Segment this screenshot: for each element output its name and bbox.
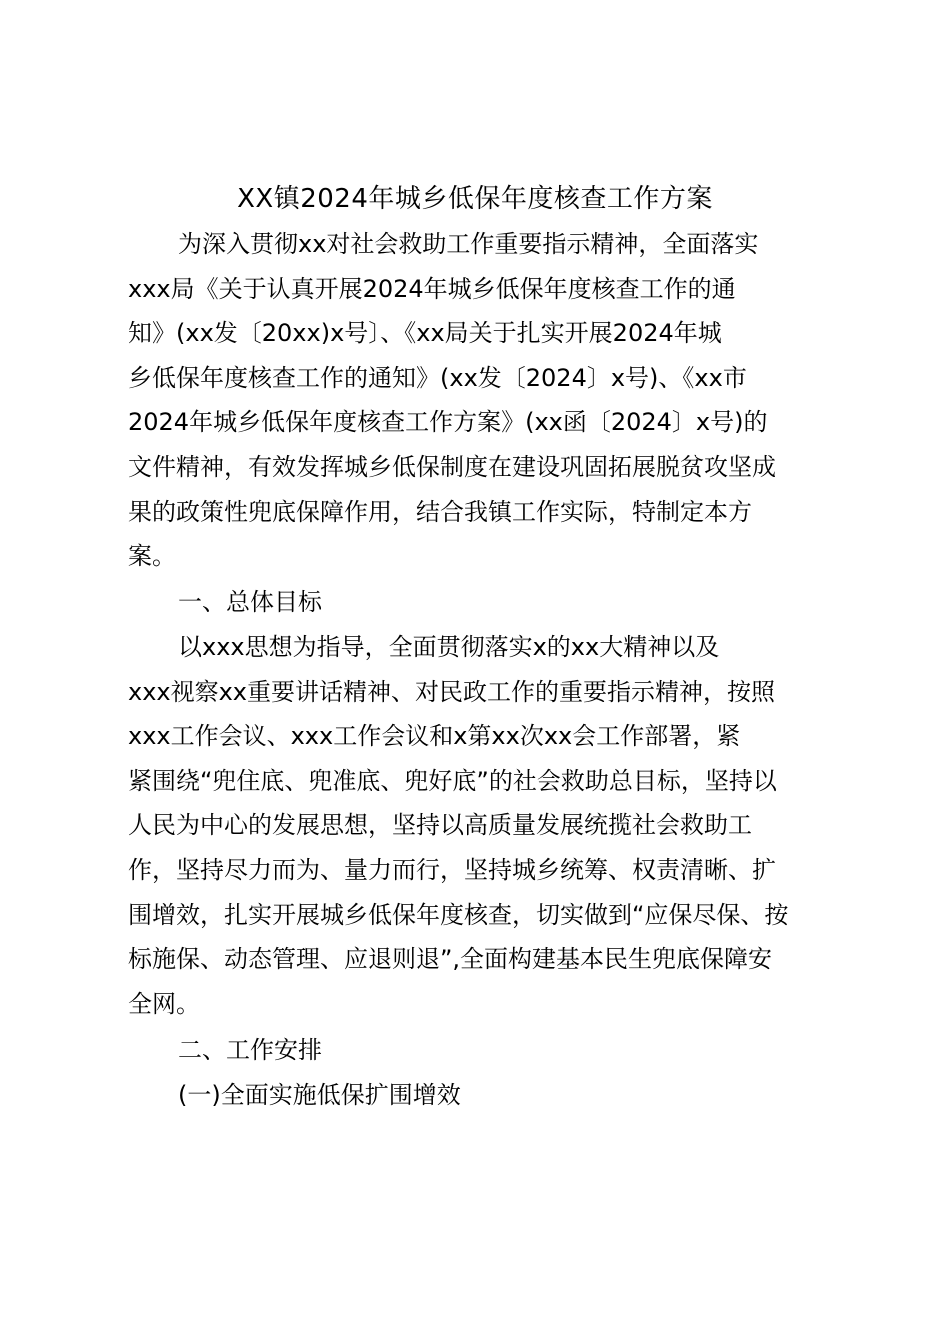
paragraph-line: xxx视察xx重要讲话精神、对民政工作的重要指示精神，按照 [128,677,776,706]
goal-paragraph [128,625,828,1026]
section-heading-work-arrangement [128,1028,828,1073]
paragraph-line: 为深入贯彻xx对社会救助工作重要指示精神，全面落实 [178,230,759,258]
paragraph-line: 人民为中心的发展思想，坚持以高质量发展统揽社会救助工 [128,811,752,840]
subsection-heading [128,1073,828,1118]
paragraph-line: xxx工作会议、xxx工作会议和x第xx次xx会工作部署，紧 [128,722,741,751]
paragraph-line: 案。 [128,542,176,571]
paragraph-line: 围增效，扎实开展城乡低保年度核查，切实做到“应保尽保、按 [128,900,789,929]
document-title: XX镇2024年城乡低保年度核查工作方案 [237,184,713,214]
paragraph-line: 全网。 [128,989,200,1018]
paragraph-line: 作，坚持尽力而为、量力而行，坚持城乡统筹、权责清晰、扩 [128,855,776,884]
paragraph-line: 文件精神，有效发挥城乡低保制度在建设巩固拓展脱贫攻坚成 [128,452,776,481]
subsection-heading-text: (一)全面实施低保扩围增效 [178,1081,461,1109]
paragraph-line: 果的政策性兜底保障作用，结合我镇工作实际，特制定本方 [128,497,752,526]
paragraph-line: 知》(xx发〔20xx)x号〕、《xx局关于扎实开展2024年城 [128,319,722,348]
paragraph-line: 乡低保年度核查工作的通知》(xx发〔2024〕x号)、《xx市 [128,363,747,392]
section-heading-overall-goal [128,580,828,625]
paragraph-line: 以xxx思想为指导，全面贯彻落实x的xx大精神以及 [178,633,720,661]
paragraph-line: 2024年城乡低保年度核查工作方案》(xx函〔2024〕x号)的 [128,408,768,437]
section-heading-text: 二、工作安排 [178,1036,322,1064]
paragraph-line: xxx局《关于认真开展2024年城乡低保年度核查工作的通 [128,274,736,303]
paragraph-line: 紧围绕“兜住底、兜准底、兜好底”的社会救助总目标，坚持以 [128,766,777,795]
intro-paragraph [128,222,828,579]
paragraph-line: 标施保、动态管理、应退则退”,全面构建基本民生兜底保障安 [128,945,773,974]
section-heading-text: 一、总体目标 [178,588,322,616]
